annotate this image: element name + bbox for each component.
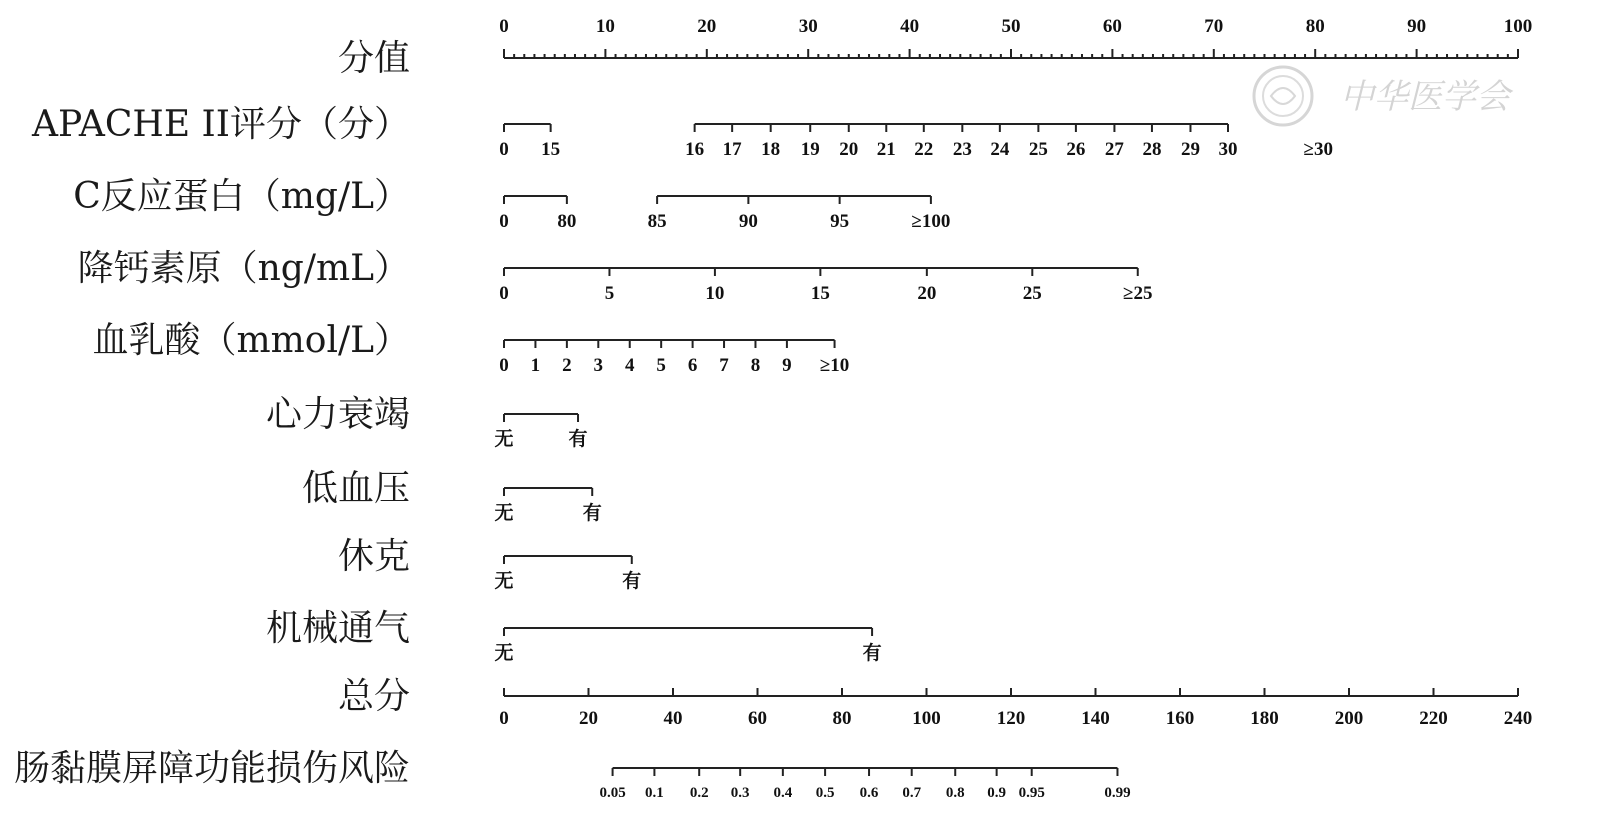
tick-label: 15 [541,139,561,160]
row-label: 血乳酸（mmol/L） [92,320,410,361]
tick-label: 120 [996,708,1026,729]
tick-label: 17 [722,139,742,160]
tick-label: 29 [1180,139,1200,160]
nomogram-row [266,608,882,664]
tick-label: 80 [557,211,577,232]
tick-label: 18 [761,139,781,160]
tick-label: 40 [900,16,920,37]
tick-label: 30 [1218,139,1238,160]
tick-label: 20 [579,708,598,729]
tick-label: 240 [1503,708,1533,729]
row-label: 机械通气 [265,608,410,649]
nomogram-row [338,676,1532,729]
tick-label: 无 [494,643,514,664]
tick-label: 0.2 [689,785,709,801]
tick-label: 0.5 [815,785,835,801]
tick-label: 40 [663,708,683,729]
nomogram-row [266,394,588,450]
tick-label: 10 [705,283,725,304]
tick-label: 0 [499,283,509,304]
tick-label: 3 [593,355,604,376]
tick-label: 15 [810,283,830,304]
tick-label: 21 [876,139,896,160]
tick-label: ≥25 [1123,283,1153,304]
tick-label: 0.1 [645,785,664,801]
nomogram-row [14,748,1131,801]
tick-label: 80 [832,708,852,729]
tick-label: 有 [582,503,602,524]
tick-label: 7 [719,355,729,376]
tick-label: 60 [1102,16,1122,37]
tick-label: 0.6 [859,785,879,801]
tick-label: 100 [1503,16,1533,37]
tick-label: 4 [624,355,635,376]
tick-label: 0 [499,355,509,376]
tick-label: 28 [1142,139,1162,160]
tick-label: 180 [1250,708,1279,729]
nomogram-row [338,536,641,592]
nomogram-row [31,104,1333,160]
tick-label: 22 [914,139,934,160]
tick-label: 25 [1022,283,1042,304]
tick-label: 85 [647,211,667,232]
tick-label: 5 [656,355,666,376]
tick-label: ≥10 [819,355,850,376]
tick-label: 6 [687,355,698,376]
row-label: 分值 [337,38,410,79]
tick-label: 90 [1407,16,1427,37]
row-label: 肠黏膜屏障功能损伤风险 [13,748,410,789]
tick-label: 有 [568,429,588,450]
tick-label: 0.3 [730,785,750,801]
tick-label: 20 [917,283,937,304]
row-label: APACHE II评分（分） [31,104,410,145]
nomogram-rows [14,16,1532,801]
tick-label: 25 [1028,139,1048,160]
tick-label: 0.4 [773,785,793,801]
tick-label: 200 [1334,708,1364,729]
row-label: 心力衰竭 [265,394,410,435]
tick-label: 70 [1204,16,1224,37]
watermark [1254,67,1514,125]
tick-label: 26 [1066,139,1086,160]
tick-label: 0.05 [599,785,626,801]
tick-label: 140 [1081,708,1110,729]
nomogram-row [302,468,602,524]
tick-label: 20 [697,16,717,37]
tick-label: 0.99 [1104,785,1131,801]
tick-label: 24 [990,139,1010,160]
row-label: 休克 [337,536,410,577]
tick-label: 10 [595,16,615,37]
nomogram-row [73,176,950,232]
tick-label: 0.9 [987,785,1007,801]
tick-label: 5 [604,283,615,304]
tick-label: 23 [952,139,972,160]
tick-label: 无 [494,429,514,450]
tick-label: ≥100 [911,211,951,232]
watermark-text: 中华医学会 [1340,77,1510,117]
tick-label: 50 [1001,16,1021,37]
tick-label: 0 [499,708,509,729]
nomogram-row [338,16,1532,79]
tick-label: 9 [782,355,792,376]
tick-label: 20 [839,139,859,160]
tick-label: 95 [830,211,850,232]
nomogram-row [78,248,1153,304]
tick-label: 有 [622,571,642,592]
tick-label: 1 [530,355,541,376]
tick-label: ≥30 [1303,139,1333,160]
tick-label: 160 [1165,708,1195,729]
tick-label: 80 [1305,16,1325,37]
tick-label: 2 [562,355,572,376]
row-label: 降钙素原（ng/mL） [77,248,410,289]
tick-label: 0.95 [1018,785,1045,801]
tick-label: 27 [1104,139,1124,160]
tick-label: 19 [800,139,820,160]
nomogram-row [93,320,850,376]
tick-label: 无 [494,503,514,524]
tick-label: 60 [748,708,767,729]
tick-label: 0.8 [945,785,965,801]
tick-label: 0 [499,211,509,232]
tick-label: 0.7 [902,785,922,801]
row-label: 总分 [337,676,410,717]
tick-label: 无 [494,571,514,592]
tick-label: 8 [750,355,761,376]
tick-label: 90 [738,211,758,232]
tick-label: 0 [499,139,509,160]
tick-label: 0 [499,16,509,37]
row-label: 低血压 [301,468,410,509]
tick-label: 100 [912,708,941,729]
tick-label: 220 [1419,708,1448,729]
tick-label: 有 [862,643,882,664]
row-label: C反应蛋白（mg/L） [73,176,410,217]
tick-label: 16 [685,139,705,160]
seal-icon [1254,67,1312,125]
tick-label: 30 [798,16,818,37]
